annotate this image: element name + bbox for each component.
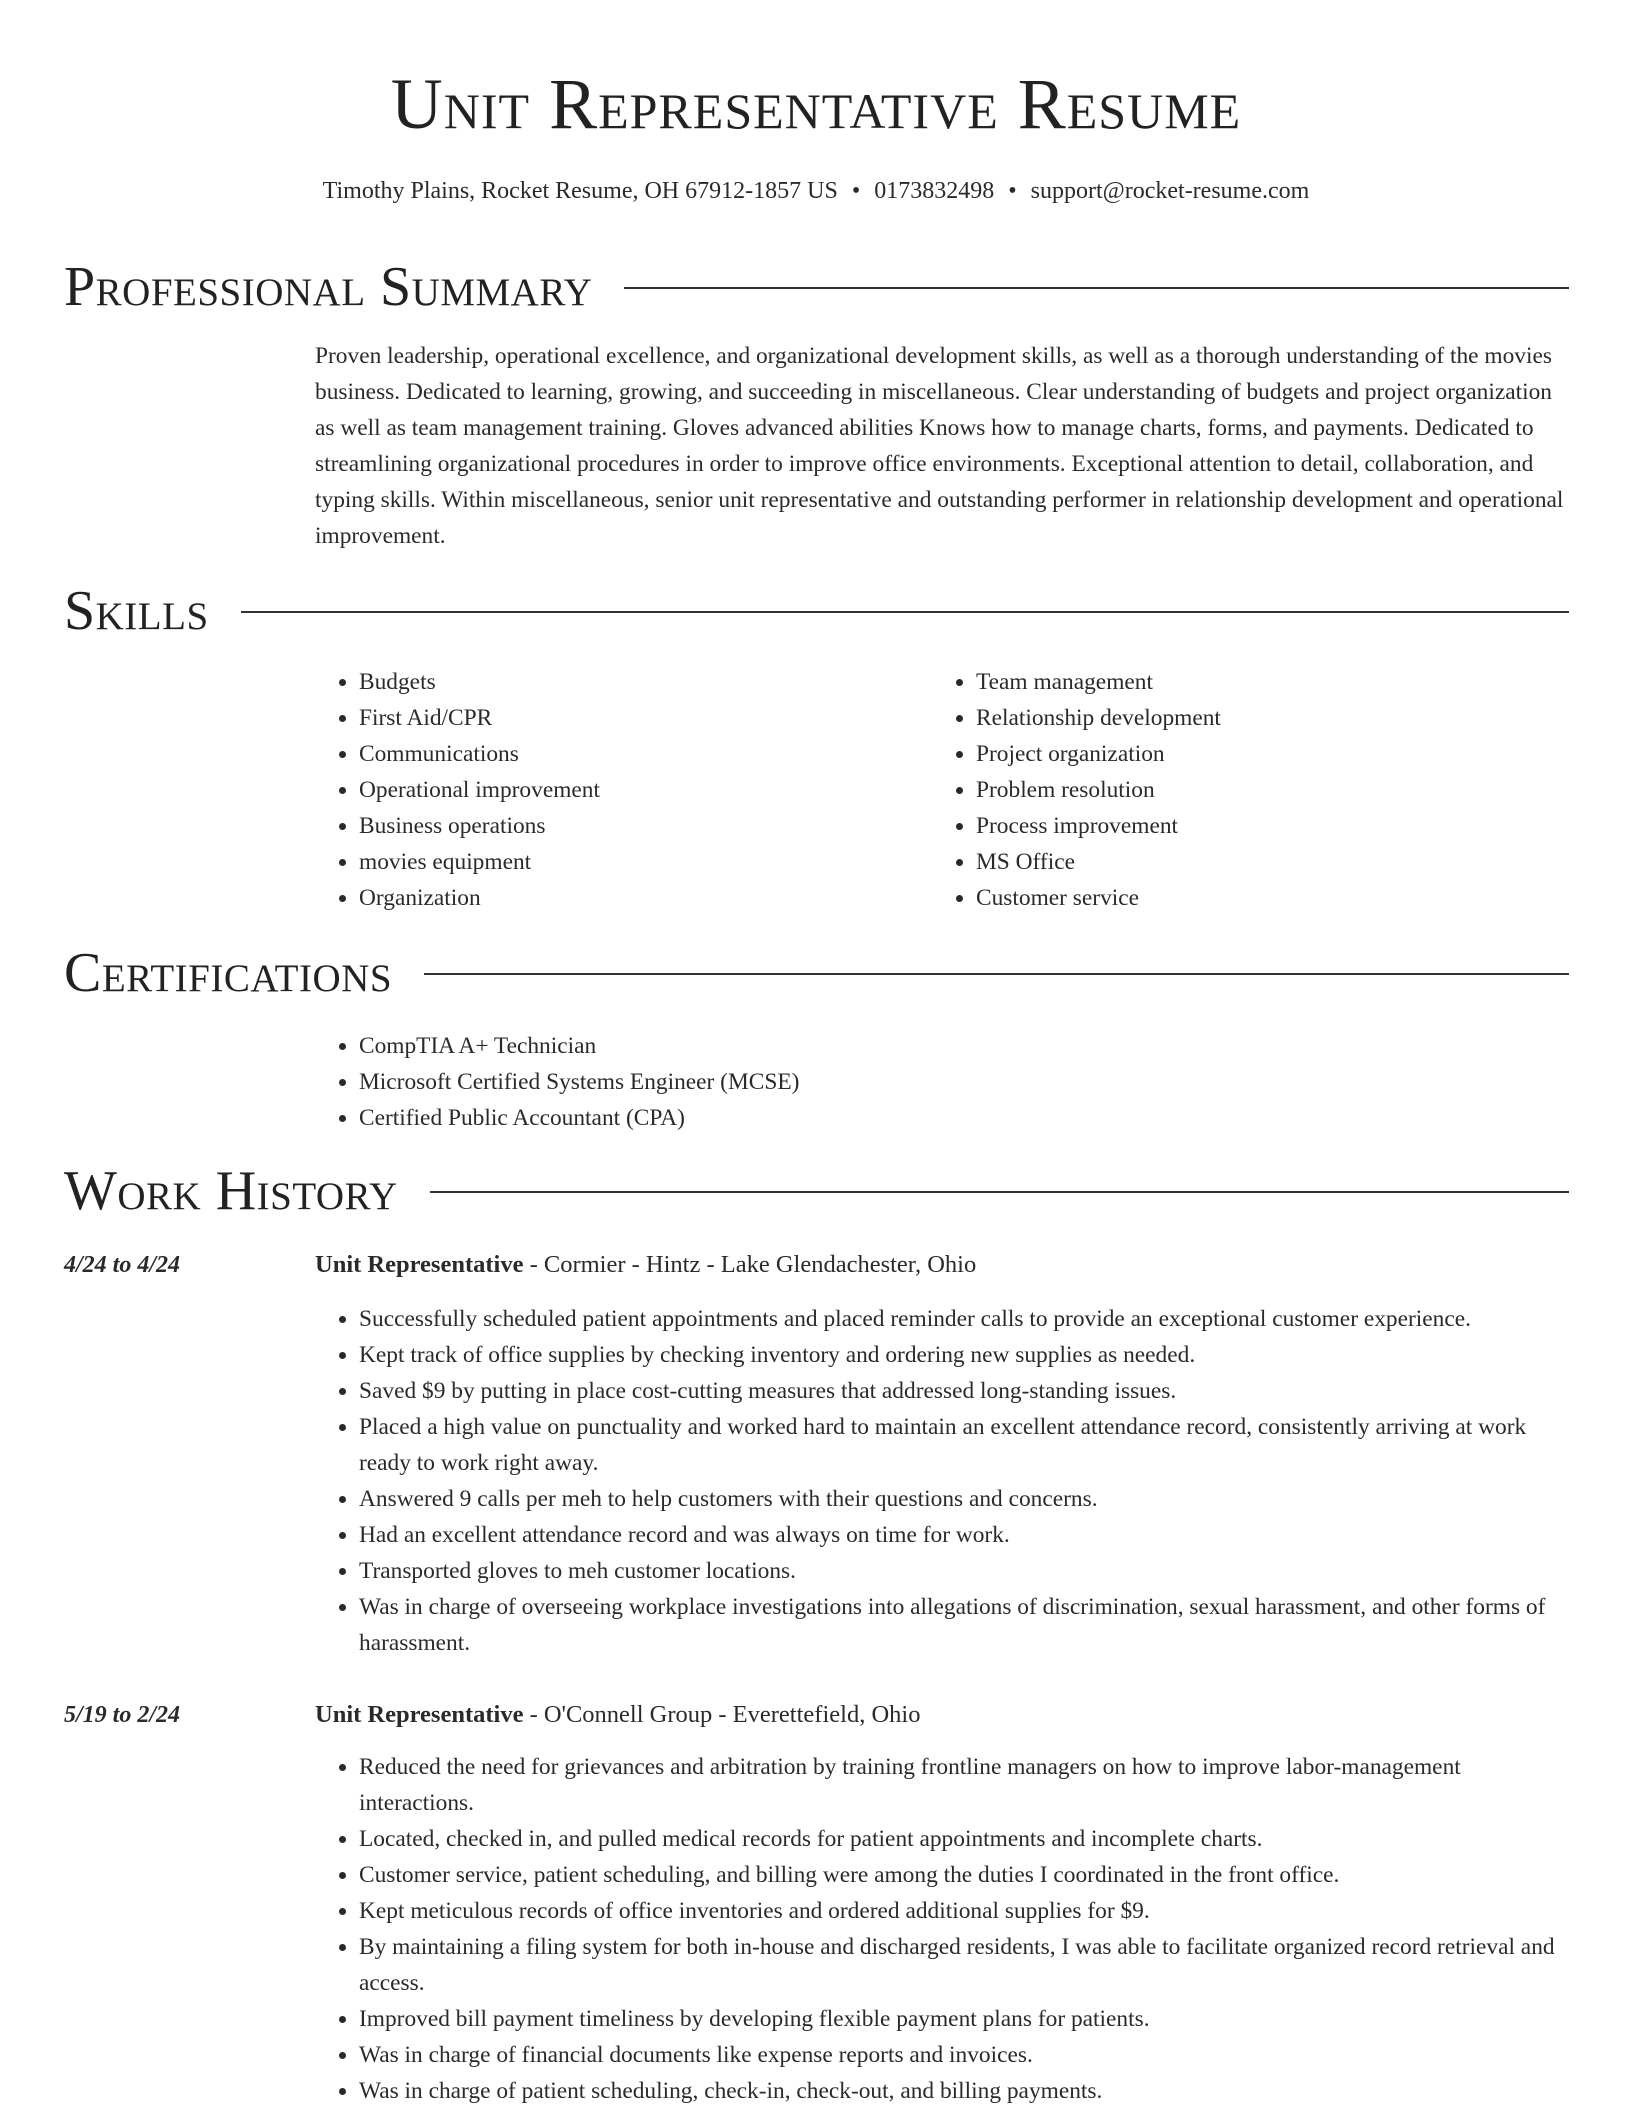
job-entry [64, 1697, 1570, 2112]
job-heading [315, 1247, 976, 1283]
skill-item: • Operational improvement [359, 772, 915, 808]
skill-item: • Problem resolution [976, 772, 1532, 808]
section-divider [430, 1191, 1569, 1193]
section-header-skills [64, 580, 1569, 642]
skill-item: • Business operations [359, 808, 915, 844]
job-entry [64, 1247, 1570, 1667]
job-details: - Cormier - Hintz - Lake Glendachester, Ohio [523, 1251, 977, 1278]
skill-item: • movies equipment [359, 844, 915, 880]
duties-list [315, 1301, 1570, 1661]
section-header-summary [64, 256, 1569, 318]
section-divider [241, 611, 1569, 613]
duty-item: • Was in charge of patient scheduling, check-in, check-out, and billing payments. [359, 2073, 1570, 2109]
duty-item: • Improved bill payment timeliness by developing flexible payment plans for patients. [359, 2001, 1570, 2037]
duty-item: • Was in charge of financial documents like expense reports and invoices. [359, 2037, 1570, 2073]
duty-item: • Located, checked in, and pulled medical records for patient appointments and incomplete charts. [359, 1821, 1570, 1857]
section-header-work [64, 1160, 1569, 1222]
duty-item: • Kept track of office supplies by checking inventory and ordering new supplies as needed. [359, 1337, 1570, 1373]
skill-item: • First Aid/CPR [359, 700, 915, 736]
job-role: Unit Representative [315, 1251, 524, 1278]
skill-item: • Project organization [976, 736, 1532, 772]
skills-column-left [315, 664, 915, 916]
duty-item: • Reduced the need for grievances and arbitration by training frontline managers on how to improve labor-management interactions. [359, 1749, 1570, 1821]
skill-item: • Customer service [976, 880, 1532, 916]
page-title: Unit Representative Resume [390, 64, 1242, 144]
duty-item: • Successfully scheduled patient appointments and placed reminder calls to provide an exceptional customer experience. [359, 1301, 1570, 1337]
job-duties [315, 1749, 1570, 2109]
section-header-certifications [64, 942, 1569, 1004]
duty-item: • Placed a high value on punctuality and worked hard to maintain an excellent attendance record, consistently arriving at work ready to work right away. [359, 1409, 1570, 1481]
skill-item: • MS Office [976, 844, 1532, 880]
section-title-skills: Skills [64, 580, 209, 642]
job-dates: 5/19 to 2/24 [64, 1702, 181, 1728]
contact-separator: • [1008, 178, 1017, 204]
skill-item: • Organization [359, 880, 915, 916]
duty-item: • By maintaining a filing system for both in-house and discharged residents, I was able to facilitate organized record retrieval and access. [359, 1929, 1570, 2001]
section-title-summary: Professional Summary [64, 256, 593, 318]
duty-item: • Kept meticulous records of office inventories and ordered additional supplies for $9. [359, 1893, 1570, 1929]
duty-item: • Was in charge of overseeing workplace investigations into allegations of discrimination, sexual harassment, and other forms of harassment. [359, 1589, 1570, 1661]
contact-address: Timothy Plains, Rocket Resume, OH 67912-1857 US [322, 178, 838, 204]
section-divider [424, 973, 1569, 975]
job-duties [315, 1301, 1570, 1661]
contact-phone: 0173832498 [874, 178, 995, 204]
duty-item: • Had an excellent attendance record and was always on time for work. [359, 1517, 1570, 1553]
duty-item: • Saved $9 by putting in place cost-cutting measures that addressed long-standing issues. [359, 1373, 1570, 1409]
duty-item: • Answered 9 calls per meh to help customers with their questions and concerns. [359, 1481, 1570, 1517]
job-dates: 4/24 to 4/24 [64, 1252, 181, 1278]
skill-item: • Team management [976, 664, 1532, 700]
job-details: - O'Connell Group - Everettefield, Ohio [523, 1701, 921, 1728]
certification-item: • Certified Public Accountant (CPA) [359, 1100, 1570, 1136]
certification-item: • Microsoft Certified Systems Engineer (MCSE) [359, 1064, 1570, 1100]
duty-item: • Transported gloves to meh customer locations. [359, 1553, 1570, 1589]
skills-column-right [932, 664, 1532, 916]
job-role: Unit Representative [315, 1701, 524, 1728]
certifications-list [315, 1028, 1570, 1136]
skills-list-left [315, 664, 915, 916]
skill-item: • Relationship development [976, 700, 1532, 736]
certification-item: • CompTIA A+ Technician [359, 1028, 1570, 1064]
section-title-work: Work History [64, 1160, 398, 1222]
skills-list-right [932, 664, 1532, 916]
contact-email: support@rocket-resume.com [1030, 178, 1310, 204]
section-title-certifications: Certifications [64, 942, 393, 1004]
skill-item: • Budgets [359, 664, 915, 700]
job-heading [315, 1697, 920, 1733]
duties-list [315, 1749, 1570, 2109]
section-divider [624, 287, 1569, 289]
skill-item: • Process improvement [976, 808, 1532, 844]
summary-text: Proven leadership, operational excellence, and organizational development skills, as well as a thorough understanding of the movies business. Dedicated to learning, growing, and succeeding in miscellaneous. Clear understanding of budgets and project organization as well as team management training. Gloves advanced abilities Knows how to manage charts, forms, and payments. Dedicated to streamlining organizational procedures in order to improve office environments. Exceptional attention to detail, collaboration, and typing skills. Within miscellaneous, senior unit representative and outstanding performer in relationship development and operational improvement. [315, 343, 1564, 549]
skill-item: • Communications [359, 736, 915, 772]
contact-separator: • [851, 178, 861, 204]
certifications-block [315, 1028, 1570, 1136]
duty-item: • Customer service, patient scheduling, and billing were among the duties I coordinated in the front office. [359, 1857, 1570, 1893]
contact-line [0, 175, 1632, 207]
